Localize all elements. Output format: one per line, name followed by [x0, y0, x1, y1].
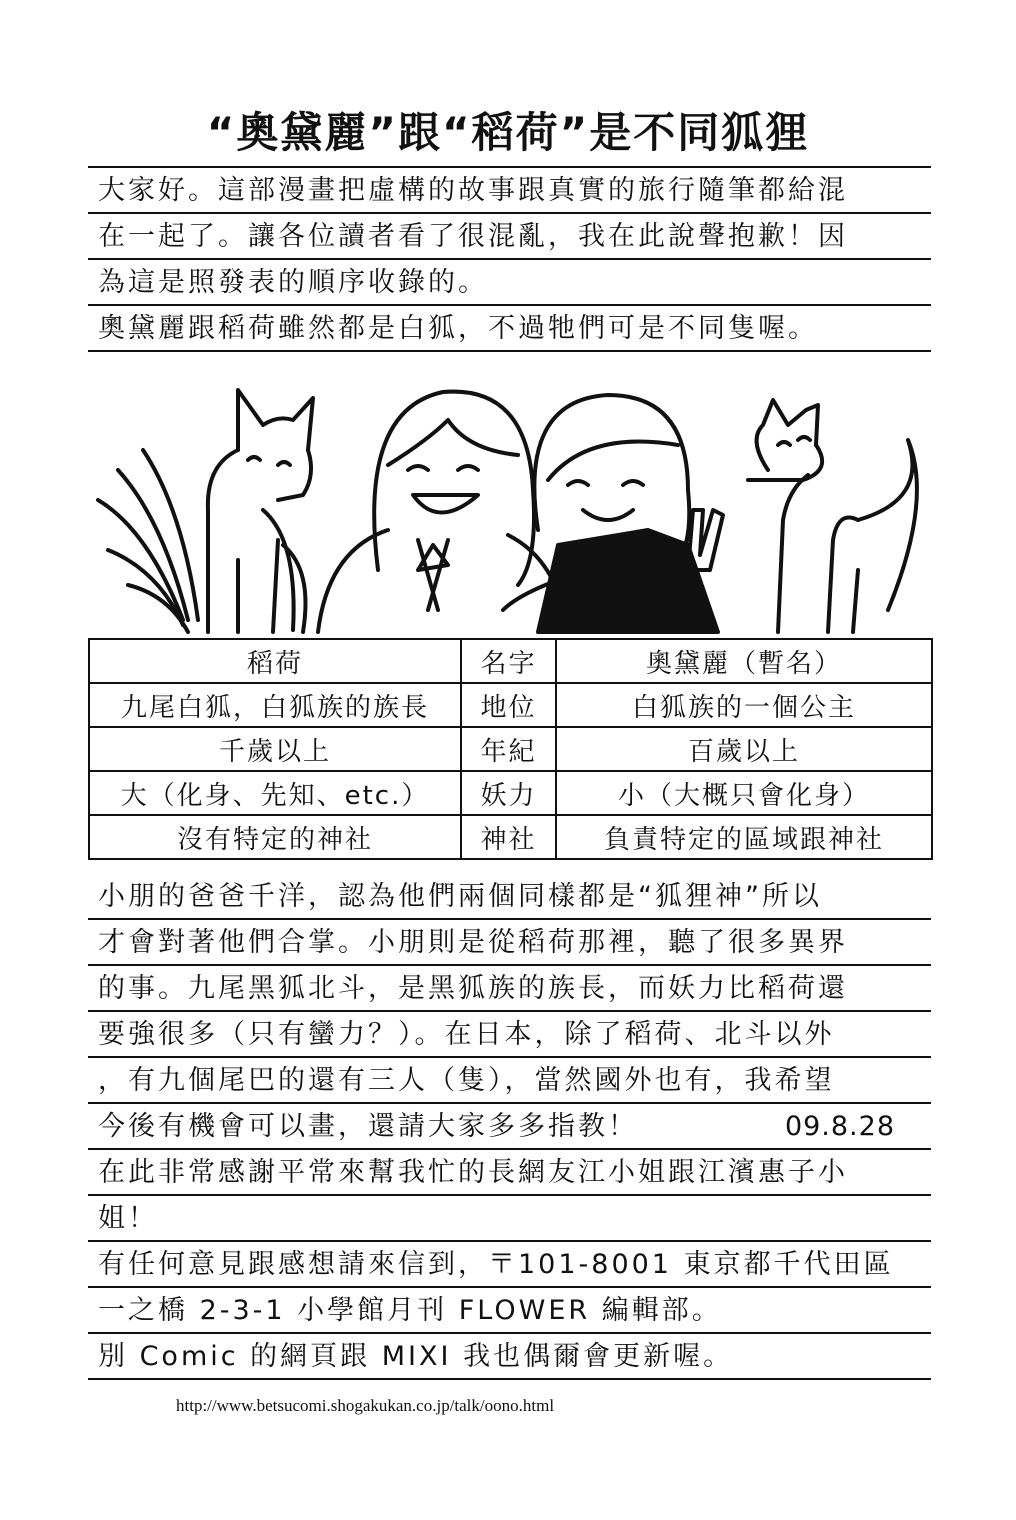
body-line: 的事。九尾黑狐北斗，是黑狐族的族長，而妖力比稻荷還 — [88, 966, 931, 1012]
table-row — [89, 815, 932, 859]
cell-label: 年紀 — [461, 727, 556, 771]
table-row — [89, 727, 932, 771]
cell-audrey: 白狐族的一個公主 — [556, 683, 932, 727]
header-audrey: 奧黛麗（暫名） — [556, 639, 932, 683]
intro-line: 大家好。這部漫畫把虛構的故事跟真實的旅行隨筆都給混 — [88, 168, 931, 214]
body-line: 才會對著他們合掌。小朋則是從稻荷那裡，聽了很多異界 — [88, 920, 931, 966]
intro-text-block — [88, 166, 931, 356]
cell-inari: 千歲以上 — [89, 727, 461, 771]
intro-line: 為這是照發表的順序收錄的。 — [88, 260, 931, 306]
audrey-fox-drawing — [748, 400, 917, 632]
intro-line: 奧黛麗跟稻荷雖然都是白狐，不過牠們可是不同隻喔。 — [88, 306, 931, 352]
page-title: “奧黛麗”跟“稻荷”是不同狐狸 — [206, 108, 810, 157]
date-stamp: 09.8.28 — [784, 1111, 895, 1142]
header-inari: 稻荷 — [89, 639, 461, 683]
cell-label: 地位 — [461, 683, 556, 727]
closing-sentence: 今後有機會可以畫，還請大家多多指教！ — [98, 1111, 638, 1142]
cell-audrey: 負責特定的區域跟神社 — [556, 815, 932, 859]
girl-right-drawing — [503, 395, 723, 632]
table-row — [89, 683, 932, 727]
header-label: 名字 — [461, 639, 556, 683]
body-line: ，有九個尾巴的還有三人（隻），當然國外也有，我希望 — [88, 1058, 931, 1104]
table-row — [89, 771, 932, 815]
body-line: 一之橋 2-3-1 小學館月刊 FLOWER 編輯部。 — [88, 1288, 931, 1334]
body-line: 要強很多（只有蠻力？）。在日本，除了稻荷、北斗以外 — [88, 1012, 931, 1058]
website-url: http://www.betsucomi.shogakukan.co.jp/talk/oono.html — [176, 1396, 555, 1415]
cell-audrey: 百歲以上 — [556, 727, 932, 771]
cell-label: 妖力 — [461, 771, 556, 815]
illustration-girls-and-foxes — [88, 370, 931, 640]
fox-comparison-table — [88, 638, 933, 860]
cell-label: 神社 — [461, 815, 556, 859]
girl-left-drawing — [318, 392, 568, 632]
body-line: 小朋的爸爸千洋，認為他們兩個同樣都是“狐狸神”所以 — [88, 874, 931, 920]
cell-inari: 大（化身、先知、etc.） — [89, 771, 461, 815]
body-text-block — [88, 874, 931, 1394]
table-header-row — [89, 639, 932, 683]
body-line: 姐！ — [88, 1196, 931, 1242]
intro-line: 在一起了。讓各位讀者看了很混亂，我在此說聲抱歉！因 — [88, 214, 931, 260]
cell-inari: 沒有特定的神社 — [89, 815, 461, 859]
nine-tailed-fox-drawing — [98, 390, 313, 632]
body-line: 在此非常感謝平常來幫我忙的長網友江小姐跟江濱惠子小 — [88, 1150, 931, 1196]
cell-audrey: 小（大概只會化身） — [556, 771, 932, 815]
body-line: 有任何意見跟感想請來信到，〒101-8001 東京都千代田區 — [88, 1242, 931, 1288]
body-line — [88, 1104, 931, 1150]
cell-inari: 九尾白狐，白狐族的族長 — [89, 683, 461, 727]
body-line: 別 Comic 的網頁跟 MIXI 我也偶爾會更新喔。 — [88, 1334, 931, 1380]
